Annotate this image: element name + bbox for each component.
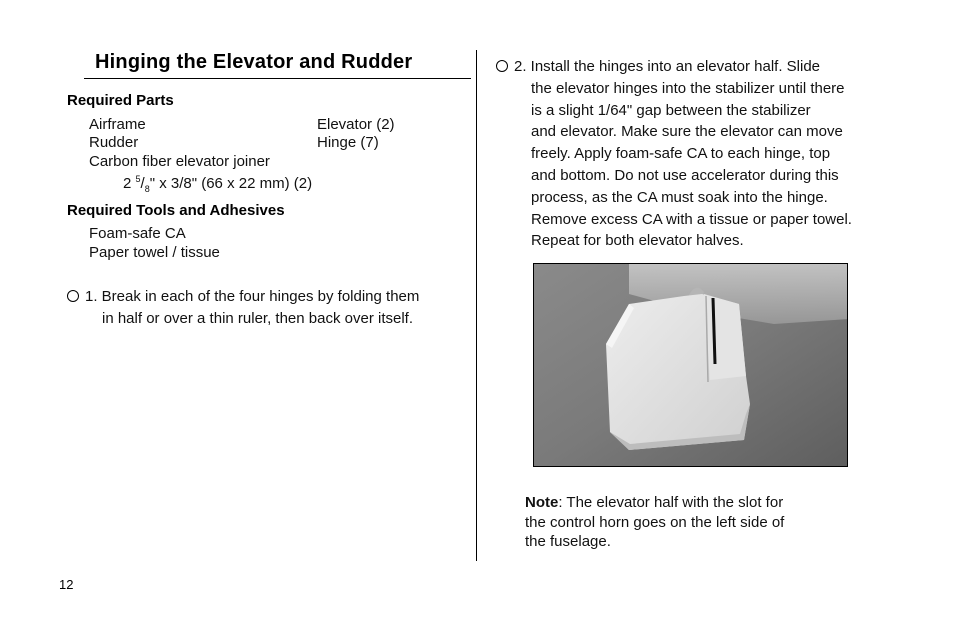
section-title: Hinging the Elevator and Rudder: [95, 51, 413, 73]
joiner-size-rest: " x 3/8" (66 x 22 mm) (2): [149, 175, 313, 192]
part-joiner-size: [123, 175, 312, 192]
joiner-size-whole: 2: [123, 175, 136, 192]
step-2-line-4: and elevator. Make sure the elevator can move: [531, 123, 843, 141]
joiner-size-denominator: 8: [144, 184, 150, 194]
step-2-line-1: 2. Install the hinges into an elevator half. Slide: [514, 58, 821, 75]
joiner-size-slash: /: [140, 175, 145, 192]
step-1: [67, 286, 419, 330]
elevator-photo: [533, 263, 848, 467]
required-tools-heading: Required Tools and Adhesives: [67, 202, 285, 219]
tool-item-ca: Foam-safe CA: [89, 225, 186, 242]
step-2-line-7: process, as the CA must soak into the hinge.: [531, 188, 828, 206]
step-1-line-2: in half or over a thin ruler, then back over itself.: [102, 309, 413, 327]
step-1-line-1: 1. Break in each of the four hinges by folding them: [85, 288, 420, 305]
step-1-checkbox-icon[interactable]: [67, 290, 79, 302]
step-2-checkbox-icon[interactable]: [496, 60, 508, 72]
step-2-line-3: is a slight 1/64" gap between the stabilizer: [531, 101, 811, 119]
required-parts-heading: Required Parts: [67, 92, 174, 109]
note-line-2: the control horn goes on the left side of: [525, 513, 785, 531]
part-qty-hinge: Hinge (7): [317, 134, 379, 151]
part-name-rudder: Rudder: [89, 134, 139, 151]
note-line-3: the fuselage.: [525, 533, 611, 550]
step-2-line-9: Repeat for both elevator halves.: [531, 232, 744, 250]
step-2-line-2: the elevator hinges into the stabilizer until there: [531, 79, 845, 97]
page-number: 12: [59, 577, 74, 592]
tool-item-towel: Paper towel / tissue: [89, 244, 220, 261]
note-block: [525, 493, 784, 552]
step-2-line-8: Remove excess CA with a tissue or paper towel.: [531, 210, 852, 228]
note-line-1: : The elevator half with the slot for: [558, 494, 784, 511]
step-2-line-5: freely. Apply foam-safe CA to each hinge, top: [531, 145, 831, 163]
part-name-airframe: Airframe: [89, 116, 146, 133]
column-divider: [476, 50, 477, 561]
title-underline: [84, 78, 471, 79]
step-2-line-6: and bottom. Do not use accelerator during this: [531, 166, 839, 184]
part-name-joiner: Carbon fiber elevator joiner: [89, 153, 270, 170]
note-label: Note: [525, 494, 559, 511]
step-2: [496, 56, 852, 252]
joiner-size-numerator: 5: [135, 174, 141, 184]
part-qty-elevator: Elevator (2): [317, 116, 395, 133]
